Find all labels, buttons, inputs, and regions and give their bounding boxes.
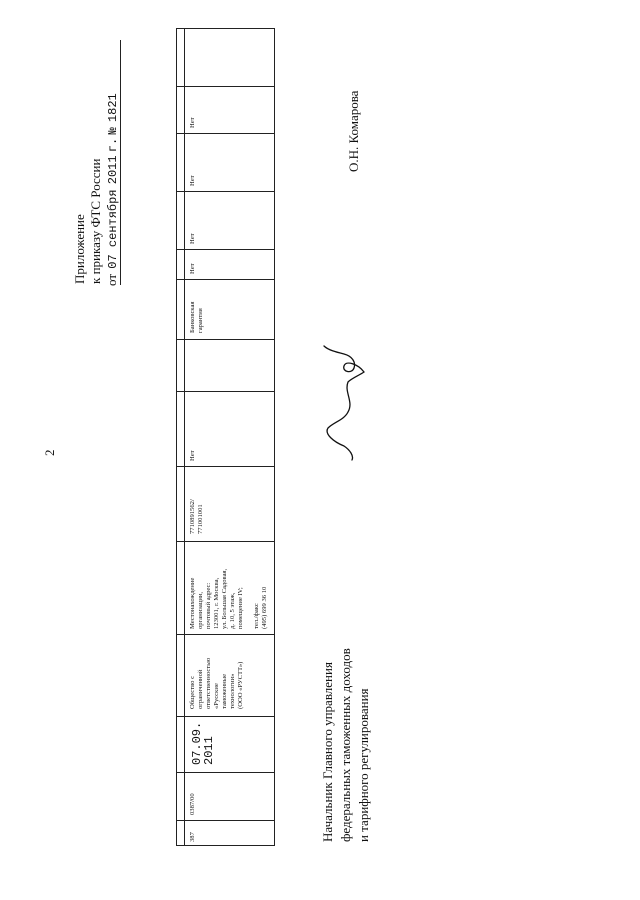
appendix-order-line: к приказу ФТС России — [88, 158, 103, 284]
page-number: 2 — [42, 449, 57, 456]
table-divider — [177, 820, 274, 821]
cell-guarantee: Банковская гарантия — [189, 301, 204, 333]
cell-col14: Нет — [189, 117, 196, 128]
table-divider — [177, 133, 274, 134]
date-year-suffix: г. — [106, 137, 120, 153]
order-number: 1821 — [106, 93, 120, 123]
cell-date: 07.09. 2011 — [190, 721, 216, 765]
appendix-date-line — [104, 91, 120, 286]
appendix-title: Приложение — [72, 214, 87, 284]
registry-table — [176, 28, 275, 846]
cell-col12: Нет — [189, 233, 196, 244]
number-sign: № — [106, 127, 120, 135]
table-divider — [177, 191, 274, 192]
signer-position-line2: федеральных таможенных доходов — [338, 648, 353, 842]
date-year: 2011 — [106, 155, 120, 185]
signer-position-line3: и тарифного регулирования — [356, 688, 371, 842]
cell-col11: Нет — [189, 263, 196, 274]
cell-col7: Нет — [189, 450, 196, 461]
date-day: 07 — [106, 254, 120, 269]
table-divider — [177, 634, 274, 635]
cell-reg-number: 0387/00 — [189, 793, 196, 815]
table-divider — [177, 249, 274, 250]
table-divider — [177, 86, 274, 87]
cell-inn-kpp: 7710891562/ 771001001 — [189, 499, 204, 534]
cell-organization: Общество с ограниченной ответственностью «Русские таможенные технологии» (ООО «РУСТТ») — [189, 657, 244, 709]
cell-col13: Нет — [189, 175, 196, 186]
table-divider — [177, 279, 274, 280]
table-divider — [177, 391, 274, 392]
handwritten-signature — [314, 342, 374, 462]
table-divider — [177, 716, 274, 717]
table-divider — [177, 541, 274, 542]
table-divider — [184, 29, 185, 845]
cell-row-number: 387 — [189, 832, 196, 842]
table-divider — [177, 339, 274, 340]
date-month: сентября — [106, 189, 120, 248]
table-divider — [177, 466, 274, 467]
signer-position-line1: Начальник Главного управления — [320, 662, 335, 842]
date-prefix: от — [104, 273, 119, 286]
table-divider — [177, 772, 274, 773]
signer-name: О.Н. Комарова — [346, 90, 361, 172]
cell-address: Местонахождение организации, почтовый адрес: 123001, г. Москва, ул. Большая Садовая, д. 10, 5 этаж, помещение IV; тел./факс (495) 699 36 10 — [189, 568, 268, 629]
header-rule — [120, 40, 121, 285]
